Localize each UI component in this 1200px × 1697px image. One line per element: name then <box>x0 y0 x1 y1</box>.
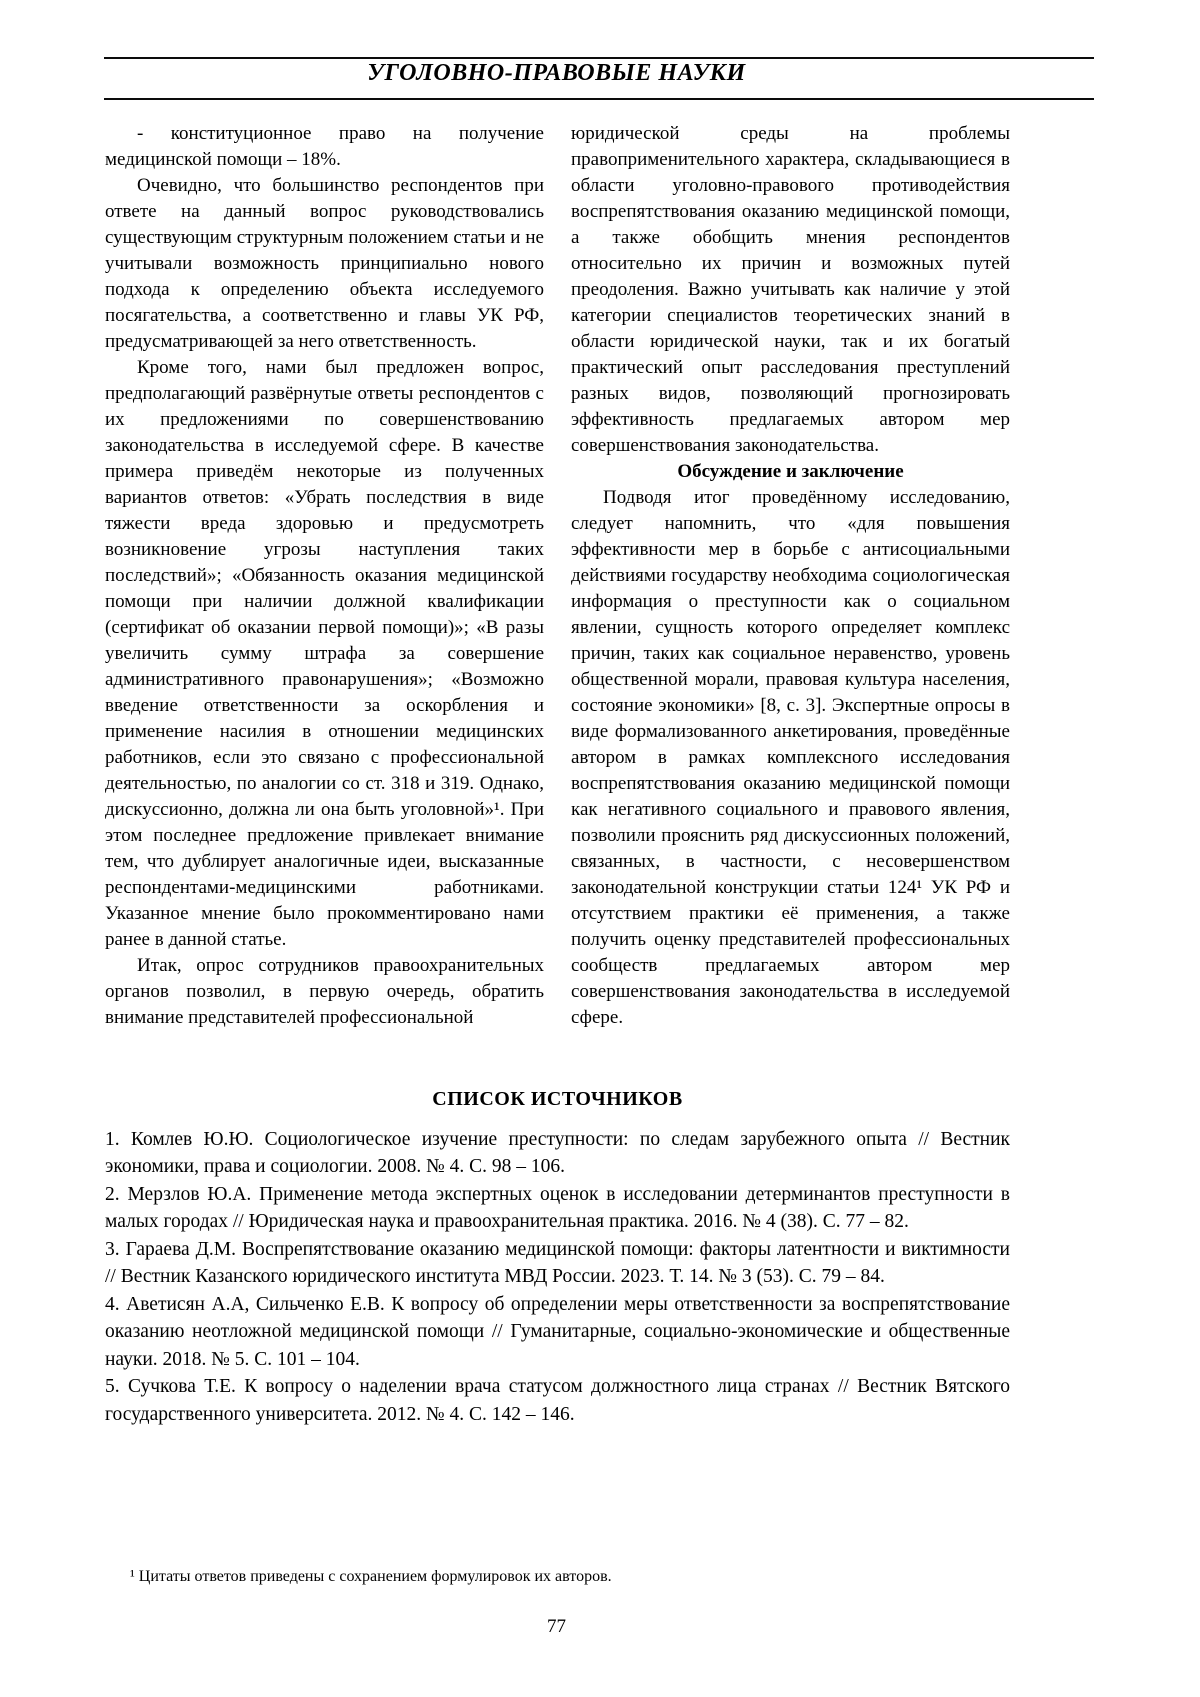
page-number: 77 <box>547 1616 566 1637</box>
reference-item: 1. Комлев Ю.Ю. Социологическое изучение преступности: по следам зарубежного опыта // Вестник экономики, права и социологии. 2008. № 4. С. 98 – 106. <box>105 1128 1010 1177</box>
paragraph: - конституционное право на получение медицинской помощи – 18%. <box>105 123 544 170</box>
references-section <box>105 1086 1010 1428</box>
paragraph: Очевидно, что большинство респондентов при ответе на данный вопрос руководствовались существующим структурным положением статьи и не учитывали возможность принципиально нового подхода к определению объекта исследуемого посягательства, а соответственно и главы УК РФ, предусматривающей за него ответственность. <box>105 175 544 352</box>
header-rule-bottom <box>104 98 1094 100</box>
paragraph: Подводя итог проведённому исследованию, следует напомнить, что «для повышения эффективности мер в борьбе с антисоциальными действиями государству необходима социологическая информация о преступности как о социальном явлении, сущность которого определяет комплекс причин, таких как социальное неравенство, уровень общественной морали, правовая культура населения, состояние экономики» [8, с. 3]. Экспертные опросы в виде формализованного анкетирования, проведённые автором в рамках комплексного исследования воспрепятствования оказанию медицинской помощи как негативного социального и правового явления, позволили прояснить ряд дискуссионных положений, связанных, в частности, с несовершенством законодательной конструкции статьи 124¹ УК РФ и отсутствием практики её применения, а также получить оценку представителей профессиональных сообществ предлагаемых автором мер совершенствования законодательства в исследуемой сфере. <box>571 487 1010 1028</box>
reference-item: 3. Гараева Д.М. Воспрепятствование оказанию медицинской помощи: факторы латентности и виктимности // Вестник Казанского юридического института МВД России. 2023. Т. 14. № 3 (53). С. 79 – 84. <box>105 1238 1010 1287</box>
paragraph-continuation: юридической среды на проблемы правоприменительного характера, складывающиеся в области уголовно-правового противодействия воспрепятствования оказанию медицинской помощи, а также обобщить мнения респондентов относительно их причин и возможных путей преодоления. Важно учитывать как наличие у этой категории специалистов теоретических знаний в области юридической науки, так и их богатый практический опыт расследования преступлений разных видов, позволяющий прогнозировать эффективность предлагаемых автором мер совершенствования законодательства. <box>571 123 1010 456</box>
reference-item: 4. Аветисян А.А, Сильченко Е.В. К вопросу об определении меры ответственности за воспрепятствование оказанию неотложной медицинской помощи // Гуманитарные, социально-экономические и общественные науки. 2018. № 5. С. 101 – 104. <box>105 1293 1010 1370</box>
body-columns <box>105 121 1010 1031</box>
right-column <box>571 121 1010 1031</box>
references-heading: СПИСОК ИСТОЧНИКОВ <box>432 1088 683 1110</box>
left-column <box>105 121 544 1031</box>
paragraph: Кроме того, нами был предложен вопрос, предполагающий развёрнутые ответы респондентов с их предложениями по совершенствованию законодательства в исследуемой сфере. В качестве примера приведём некоторые из полученных вариантов ответов: «Убрать последствия в виде тяжести вреда здоровью и предусмотреть возникновение угрозы наступления таких последствий»; «Обязанность оказания медицинской помощи при наличии должной квалификации (сертификат об оказании первой помощи)»; «В разы увеличить сумму штрафа за совершение административного правонарушения»; «Возможно введение ответственности за оскорбления и применение насилия в отношении медицинских работников, если это связано с профессиональной деятельностью, по аналогии со ст. 318 и 319. Однако, дискуссионно, должна ли она быть уголовной»¹. При этом последнее предложение привлекает внимание тем, что дублирует аналогичные идеи, высказанные респондентами-медицинскими работниками. Указанное мнение было прокомментировано нами ранее в данной статье. <box>105 357 544 950</box>
section-heading-discussion: Обсуждение и заключение <box>677 461 904 482</box>
running-head-title: УГОЛОВНО-ПРАВОВЫЕ НАУКИ <box>367 60 746 86</box>
header-rule-top <box>104 57 1094 59</box>
footnote: ¹ Цитаты ответов приведены с сохранением формулировок их авторов. <box>130 1568 612 1585</box>
paragraph: Итак, опрос сотрудников правоохранительных органов позволил, в первую очередь, обратить внимание представителей профессиональной <box>105 955 544 1028</box>
reference-item: 2. Мерзлов Ю.А. Применение метода экспертных оценок в исследовании детерминантов преступности в малых городах // Юридическая наука и правоохранительная практика. 2016. № 4 (38). С. 77 – 82. <box>105 1183 1010 1232</box>
reference-item: 5. Сучкова Т.Е. К вопросу о наделении врача статусом должностного лица странах // Вестник Вятского государственного университета. 2012. № 4. С. 142 – 146. <box>105 1376 1010 1425</box>
